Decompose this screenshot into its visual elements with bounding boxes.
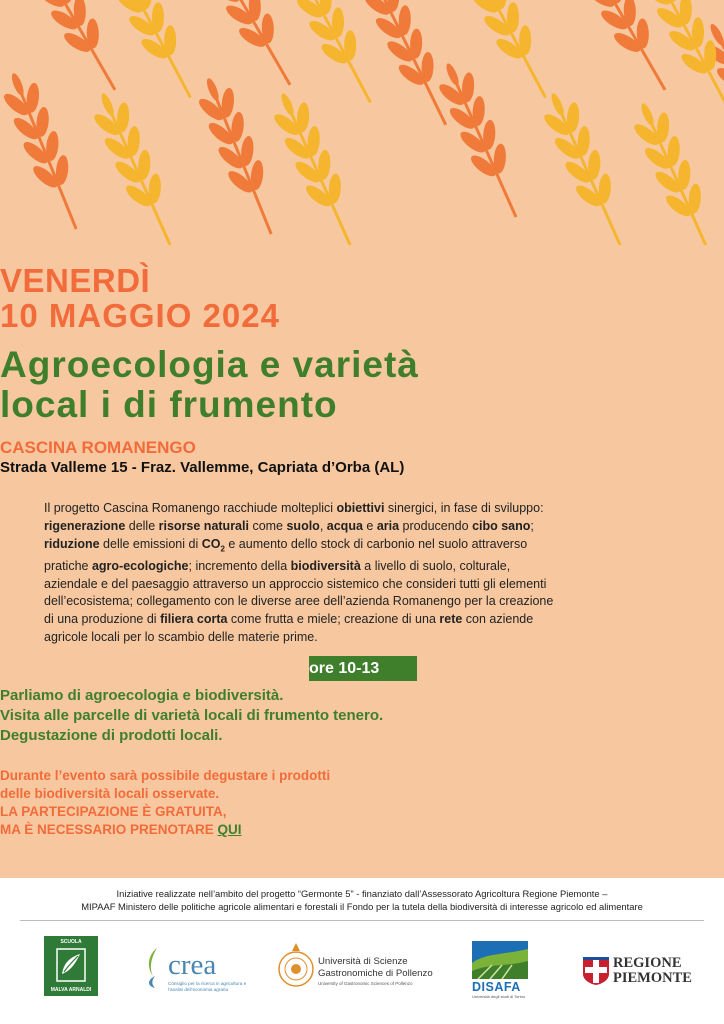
desc-line: dell’ecosistema; collegamento con le diverse aree dell’azienda Romanengo per la creazione	[44, 594, 554, 609]
logo-text: Gastronomiche di Pollenzo	[318, 968, 433, 979]
notice-line: MA È NECESSARIO PRENOTARE QUI	[0, 822, 242, 837]
crea-logo: crea	[168, 949, 217, 981]
notice-line: LA PARTECIPAZIONE È GRATUITA,	[0, 804, 227, 819]
wheat-stalk-icon	[93, 0, 210, 107]
unisg-logo	[318, 956, 433, 980]
notice	[0, 767, 724, 839]
wheat-stalk-icon	[533, 85, 640, 245]
wheat-stalk-icon	[273, 0, 390, 112]
event-date: 10 MAGGIO 2024	[0, 297, 280, 334]
footer	[0, 878, 724, 1024]
credit-line: MIPAAF Ministero delle politiche agricole alimentari e forestali il Fondo per la tutela della biodiversità di interesse agricolo ed alimentare	[81, 900, 643, 912]
event-day: VENERDÌ	[0, 262, 151, 299]
unisg-seal-icon	[277, 941, 315, 993]
program-list	[0, 686, 724, 746]
logo-text: Università di Scienze	[318, 956, 408, 967]
logo-text: MALVA ARNALDI	[50, 987, 92, 993]
wheat-stalk-icon	[263, 85, 370, 245]
wheat-stalk-icon	[428, 55, 535, 226]
divider	[20, 920, 704, 921]
desc-line: pratiche agro-ecologiche; incremento della biodiversità a livello di suolo, colturale,	[44, 558, 511, 573]
wheat-stalk-icon	[83, 85, 190, 245]
disafa-landscape-icon	[472, 941, 528, 979]
program-item: Visita alle parcelle di varietà locali di frumento tenero.	[0, 707, 384, 724]
program-item: Parliamo di agroecologia e biodiversità.	[0, 687, 284, 704]
desc-line: agricole locali per lo scambio delle materie prime.	[44, 630, 318, 645]
disafa-logo: DISAFA	[472, 980, 521, 994]
disafa-subtitle: Università degli studi di Torino	[472, 994, 526, 999]
credit-line: Iniziative realizzate nell’ambito del progetto “Germonte 5” - finanziato dall’Assessorato Agricoltura Regione Piemonte –	[116, 888, 608, 899]
unisg-subtitle: University of Gastronomic Sciences of Pollenzo	[318, 981, 413, 986]
wheat-stalk-icon	[623, 95, 724, 245]
malva-arnaldi-logo	[44, 936, 98, 996]
wheat-stalk-icon	[188, 0, 309, 96]
title-line: local i di frumento	[0, 384, 338, 425]
desc-line: rigenerazione delle risorse naturali come suolo, acqua e aria producendo cibo sano;	[44, 518, 534, 533]
venue-name: CASCINA ROMANENGO	[0, 438, 196, 457]
desc-line: di una produzione di filiera corta come frutta e miele; creazione di una rete con aziende	[44, 612, 534, 627]
project-description	[44, 500, 680, 647]
logo-text: REGIONE	[613, 955, 682, 971]
wheat-decoration	[0, 0, 724, 245]
desc-line: Il progetto Cascina Romanengo racchiude molteplici obiettivi sinergici, in fase di sviluppo:	[44, 501, 544, 515]
wheat-stalk-icon	[188, 70, 291, 242]
desc-line: riduzione delle emissioni di $CO_2$ e aumento dello stock di carbonio nel suolo attraverso	[44, 536, 528, 554]
wheat-stalk-icon	[633, 0, 724, 122]
crea-leaf-icon	[143, 946, 167, 990]
notice-line: Durante l’evento sarà possibile degustare i prodotti	[0, 768, 331, 783]
leaf-emblem-icon	[56, 948, 86, 982]
desc-line: aziendale e del paesaggio attraverso un approccio sistemico che consideri tutti gli elementi	[44, 576, 547, 591]
program-item: Degustazione di prodotti locali.	[0, 727, 223, 744]
logo-text: PIEMONTE	[613, 970, 692, 986]
booking-link[interactable]: QUI	[217, 822, 242, 837]
event-title	[0, 345, 724, 425]
regione-piemonte-logo	[613, 956, 692, 986]
logo-text: SCUOLA	[60, 939, 82, 945]
piemonte-shield-icon	[582, 956, 610, 986]
funding-credits	[20, 888, 704, 913]
notice-line: delle biodiversità locali osservate.	[0, 786, 220, 801]
time-badge: ore 10-13	[309, 656, 417, 681]
title-line: Agroecologia e varietà	[0, 344, 419, 385]
crea-subtitle: Consiglio per la ricerca in agricoltura e l’analisi dell’economia agraria	[168, 981, 247, 992]
wheat-stalk-icon	[0, 65, 96, 237]
venue-address: Strada Valleme 15 - Fraz. Vallemme, Capriata d’Orba (AL)	[0, 459, 405, 476]
